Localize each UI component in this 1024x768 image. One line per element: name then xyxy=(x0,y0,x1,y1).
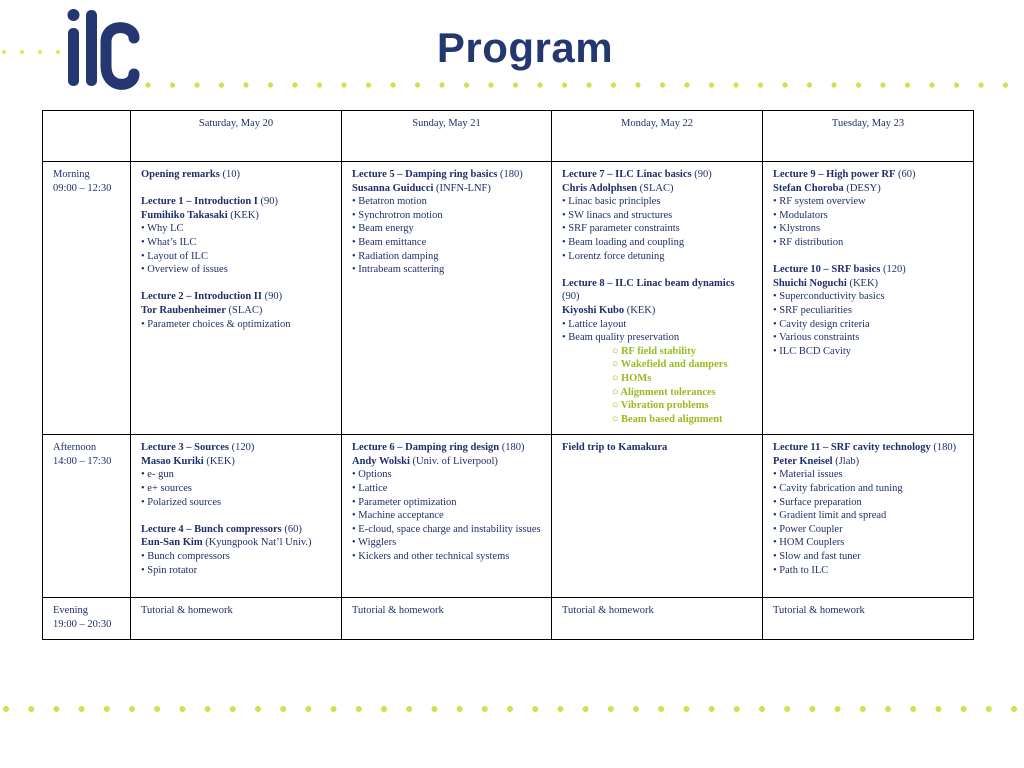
speaker-line xyxy=(141,304,331,318)
topic-item: • Betatron motion xyxy=(352,196,427,208)
topic-item: • Gradient limit and spread xyxy=(773,510,887,522)
cell-mon-evening: Tutorial & homework xyxy=(552,598,763,640)
topic-item: • Beam quality preservation xyxy=(562,332,680,344)
afternoon-row xyxy=(43,435,974,598)
topic-item: • Cavity fabrication and tuning xyxy=(773,483,903,495)
lecture-duration: (90) xyxy=(257,196,278,208)
cell-mon-morning xyxy=(552,162,763,435)
topic-item: • Polarized sources xyxy=(141,496,222,508)
speaker-affiliation: (KEK) xyxy=(624,304,656,316)
speaker-name: Masao Kuriki xyxy=(141,455,204,467)
speaker-affiliation: (INFN-LNF) xyxy=(433,182,491,194)
lecture-title: Lecture 7 – ILC Linac basics xyxy=(562,169,692,180)
lecture-title: Lecture 2 – Introduction II xyxy=(141,291,262,303)
lecture-duration: (10) xyxy=(219,169,240,180)
topic-item: • Intrabeam scattering xyxy=(352,264,445,276)
lecture-duration: (60) xyxy=(895,169,916,180)
day-header: Saturday, May 20 xyxy=(131,111,342,162)
topic-item: • SRF peculiarities xyxy=(773,304,852,316)
session-label-morning xyxy=(43,162,131,435)
topic-item: • SRF parameter constraints xyxy=(562,223,680,235)
topic-item: • Kickers and other technical systems xyxy=(352,551,510,563)
topic-item: • Klystrons xyxy=(773,223,821,235)
lecture-duration: (90) xyxy=(562,291,580,303)
top-dot-row xyxy=(0,81,1024,89)
speaker-affiliation: (KEK) xyxy=(203,455,235,467)
speaker-line xyxy=(141,536,331,550)
topic-item: • Superconductivity basics xyxy=(773,291,885,303)
speaker-affiliation: (SLAC) xyxy=(637,182,674,194)
speaker-name: Andy Wolski xyxy=(352,455,410,467)
speaker-name: Kiyoshi Kubo xyxy=(562,304,625,316)
lecture-duration: (90) xyxy=(691,169,712,180)
topic-item: • Why LC xyxy=(141,223,184,235)
session-name: Morning xyxy=(53,169,90,180)
speaker-name: Eun-San Kim xyxy=(141,537,203,549)
topic-item: • Lattice layout xyxy=(562,318,627,330)
lecture-heading xyxy=(773,168,963,182)
lecture-heading xyxy=(141,168,331,182)
lecture-title: Lecture 8 – ILC Linac beam dynamics xyxy=(562,277,735,289)
lecture-title: Lecture 5 – Damping ring basics xyxy=(352,169,498,180)
topic-item: • RF distribution xyxy=(773,236,844,248)
lecture-title: Lecture 3 – Sources xyxy=(141,442,229,454)
lecture-heading xyxy=(562,277,752,304)
session-label-evening xyxy=(43,598,131,640)
speaker-affiliation: (KEK) xyxy=(227,209,259,221)
topic-item: • Material issues xyxy=(773,469,843,481)
topic-item: • Lorentz force detuning xyxy=(562,250,665,262)
speaker-line xyxy=(773,277,963,291)
topic-item: • Slow and fast tuner xyxy=(773,551,861,563)
speaker-name: Tor Raubenheimer xyxy=(141,304,226,316)
topic-item: • Various constraints xyxy=(773,332,860,344)
lecture-heading xyxy=(141,195,331,209)
lecture-title: Lecture 6 – Damping ring design xyxy=(352,442,500,454)
lecture-heading xyxy=(141,290,331,304)
lecture-title: Lecture 1 – Introduction I xyxy=(141,196,258,208)
topic-item: • Beam energy xyxy=(352,223,414,235)
speaker-name: Peter Kneisel xyxy=(773,455,833,467)
speaker-line xyxy=(141,455,331,469)
lecture-heading xyxy=(352,168,541,182)
speaker-line xyxy=(562,304,752,318)
subtopic-item: ○ Vibration problems xyxy=(612,400,709,412)
day-header: Tuesday, May 23 xyxy=(763,111,974,162)
topic-item: • Beam loading and coupling xyxy=(562,236,685,248)
speaker-name: Fumihiko Takasaki xyxy=(141,209,228,221)
speaker-line xyxy=(352,182,541,196)
lecture-heading xyxy=(562,441,752,455)
page-title: Program xyxy=(436,24,614,71)
topic-item: • Parameter choices & optimization xyxy=(141,318,291,330)
day-header: Monday, May 22 xyxy=(552,111,763,162)
cell-tue-evening: Tutorial & homework xyxy=(763,598,974,640)
topic-item: • Options xyxy=(352,469,392,481)
lecture-duration: (120) xyxy=(228,442,255,454)
topic-item: • RF system overview xyxy=(773,196,866,208)
lecture-title: Opening remarks xyxy=(141,169,220,180)
topic-item: • e- gun xyxy=(141,469,174,481)
subtopic-item: ○ HOMs xyxy=(612,372,652,384)
session-time: 19:00 – 20:30 xyxy=(53,618,112,630)
speaker-affiliation: (Univ. of Liverpool) xyxy=(409,455,498,467)
topic-item: • Cavity design criteria xyxy=(773,318,870,330)
speaker-name: Shuichi Noguchi xyxy=(773,277,847,289)
cell-sun-afternoon xyxy=(342,435,552,598)
cell-tue-morning xyxy=(763,162,974,435)
lecture-heading xyxy=(773,441,963,455)
lecture-heading xyxy=(562,168,752,182)
cell-sat-afternoon xyxy=(131,435,342,598)
lecture-title: Lecture 9 – High power RF xyxy=(773,169,896,180)
topic-item: • Wigglers xyxy=(352,537,397,549)
lecture-heading xyxy=(141,523,331,537)
topic-item: • SW linacs and structures xyxy=(562,209,673,221)
lecture-title: Field trip to Kamakura xyxy=(562,442,668,454)
speaker-name: Stefan Choroba xyxy=(773,182,844,194)
speaker-line xyxy=(352,455,541,469)
header-empty-cell xyxy=(43,111,131,162)
lecture-duration: (180) xyxy=(499,442,525,454)
topic-item: • ILC BCD Cavity xyxy=(773,345,852,357)
topic-item: • Linac basic principles xyxy=(562,196,661,208)
topic-item: • Machine acceptance xyxy=(352,510,444,522)
topic-item: • Synchrotron motion xyxy=(352,209,443,221)
lecture-title: Lecture 11 – SRF cavity technology xyxy=(773,442,931,454)
speaker-line xyxy=(141,209,331,223)
session-label-afternoon xyxy=(43,435,131,598)
topic-item: • Lattice xyxy=(352,483,388,495)
program-table xyxy=(42,110,974,640)
cell-sun-morning xyxy=(342,162,552,435)
bottom-dot-row xyxy=(0,704,1024,712)
topic-item: • e+ sources xyxy=(141,483,192,495)
lecture-heading xyxy=(141,441,331,455)
header-row xyxy=(43,111,974,162)
ilc-logo xyxy=(62,0,142,97)
speaker-line xyxy=(562,182,752,196)
topic-item: • Overview of issues xyxy=(141,264,228,276)
topic-item: • Radiation damping xyxy=(352,250,439,262)
speaker-line xyxy=(773,182,963,196)
subtopic-item: ○ Wakefield and dampers xyxy=(612,359,728,371)
session-name: Evening xyxy=(53,605,88,617)
cell-sat-evening: Tutorial & homework xyxy=(131,598,342,640)
subtopic-item: ○ Alignment tolerances xyxy=(612,386,716,398)
topic-item: • Modulators xyxy=(773,209,828,221)
evening-row xyxy=(43,598,974,640)
cell-sun-evening: Tutorial & homework xyxy=(342,598,552,640)
topic-item: • Layout of ILC xyxy=(141,250,208,262)
topic-item: • E-cloud, space charge and instability issues xyxy=(352,523,541,535)
speaker-affiliation: (Kyungpook Nat’l Univ.) xyxy=(202,537,312,549)
topic-item: • Bunch compressors xyxy=(141,551,230,563)
lecture-heading xyxy=(773,263,963,277)
topic-item: • Power Coupler xyxy=(773,523,843,535)
morning-row xyxy=(43,162,974,435)
lecture-title: Lecture 10 – SRF basics xyxy=(773,264,881,276)
topic-item: • What’s ILC xyxy=(141,236,197,248)
lecture-duration: (180) xyxy=(497,169,523,180)
lecture-duration: (90) xyxy=(261,291,283,303)
session-name: Afternoon xyxy=(53,442,97,454)
lecture-duration: (120) xyxy=(880,264,906,276)
subtopic-item: ○ Beam based alignment xyxy=(612,413,723,425)
speaker-affiliation: (Jlab) xyxy=(832,455,860,467)
speaker-affiliation: (KEK) xyxy=(846,277,879,289)
cell-tue-afternoon xyxy=(763,435,974,598)
topic-item: • Surface preparation xyxy=(773,496,862,508)
topic-item: • Spin rotator xyxy=(141,564,198,576)
session-time: 14:00 – 17:30 xyxy=(53,455,112,467)
subtopic-item: ○ RF field stability xyxy=(612,345,696,357)
lecture-duration: (60) xyxy=(281,523,302,535)
cell-mon-afternoon xyxy=(552,435,763,598)
lecture-heading xyxy=(352,441,541,455)
speaker-name: Susanna Guiducci xyxy=(352,182,434,194)
cell-sat-morning xyxy=(131,162,342,435)
topic-item: • Parameter optimization xyxy=(352,496,457,508)
speaker-name: Chris Adolphsen xyxy=(562,182,637,194)
lecture-title: Lecture 4 – Bunch compressors xyxy=(141,523,282,535)
topic-item: • Beam emittance xyxy=(352,236,427,248)
speaker-affiliation: (DESY) xyxy=(843,182,881,194)
topic-item: • Path to ILC xyxy=(773,564,829,576)
speaker-line xyxy=(773,455,963,469)
day-header: Sunday, May 21 xyxy=(342,111,552,162)
topic-item: • HOM Couplers xyxy=(773,537,845,549)
speaker-affiliation: (SLAC) xyxy=(225,304,263,316)
lecture-duration: (180) xyxy=(930,442,957,454)
session-time: 09:00 – 12:30 xyxy=(53,182,112,194)
